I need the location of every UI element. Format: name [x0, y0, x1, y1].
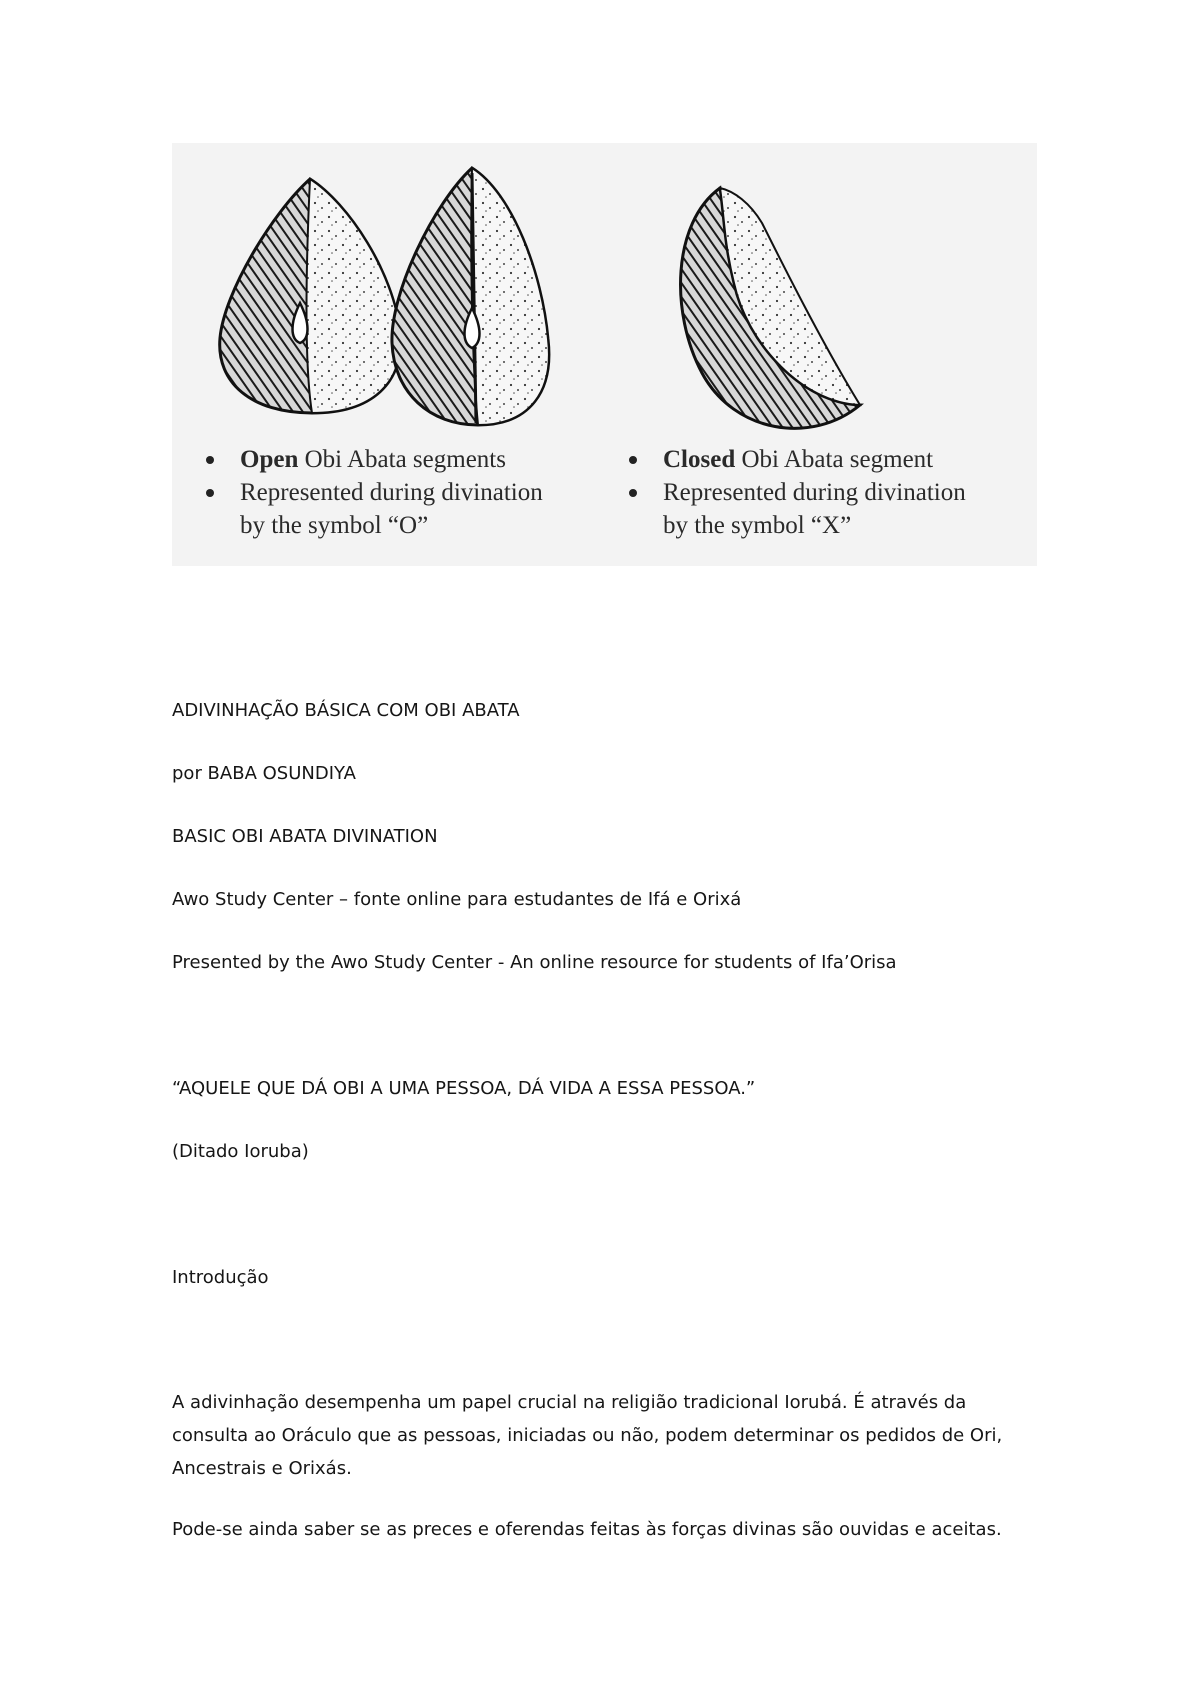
closed-segment: [681, 188, 860, 428]
author-line: por BABA OSUNDIYA: [172, 763, 356, 784]
intro-paragraph-1: A adivinhação desempenha um papel crucial na religião tradicional Iorubá. É através da consulta ao Oráculo que as pessoas, iniciadas ou não, podem determinar os pedidos de Ori, Ancestrais e Orixás.: [172, 1392, 1003, 1479]
section-heading-introducao: Introdução: [172, 1267, 269, 1288]
closed-segment-caption: [623, 443, 966, 542]
caption-open-symbol: by the symbol “O”: [240, 512, 429, 539]
document-title-en: BASIC OBI ABATA DIVINATION: [172, 826, 438, 847]
quote-attribution: (Ditado Ioruba): [172, 1141, 309, 1162]
caption-bullet-closed: Closed Obi Abata segment: [623, 443, 966, 476]
caption-bullet-closed-representation: Represented during divination: [623, 476, 966, 509]
open-segment-caption: [200, 443, 543, 542]
document-title-pt: ADIVINHAÇÃO BÁSICA COM OBI ABATA: [172, 700, 520, 721]
caption-bullet-open-representation: Represented during divination: [200, 476, 543, 509]
intro-paragraph-2: Pode-se ainda saber se as preces e oferendas feitas às forças divinas são ouvidas e aceitas.: [172, 1519, 1002, 1540]
source-line-en: Presented by the Awo Study Center - An online resource for students of Ifa’Orisa: [172, 952, 897, 973]
source-line-pt: Awo Study Center – fonte online para estudantes de Ifá e Orixá: [172, 889, 742, 910]
yoruba-quote: “AQUELE QUE DÁ OBI A UMA PESSOA, DÁ VIDA A ESSA PESSOA.”: [172, 1078, 756, 1099]
caption-bullet-open: Open Obi Abata segments: [200, 443, 543, 476]
open-segment-2: [392, 168, 549, 425]
caption-closed-symbol: by the symbol “X”: [663, 512, 852, 539]
obi-abata-illustration: [172, 143, 1037, 566]
open-segment-1: [220, 179, 401, 413]
